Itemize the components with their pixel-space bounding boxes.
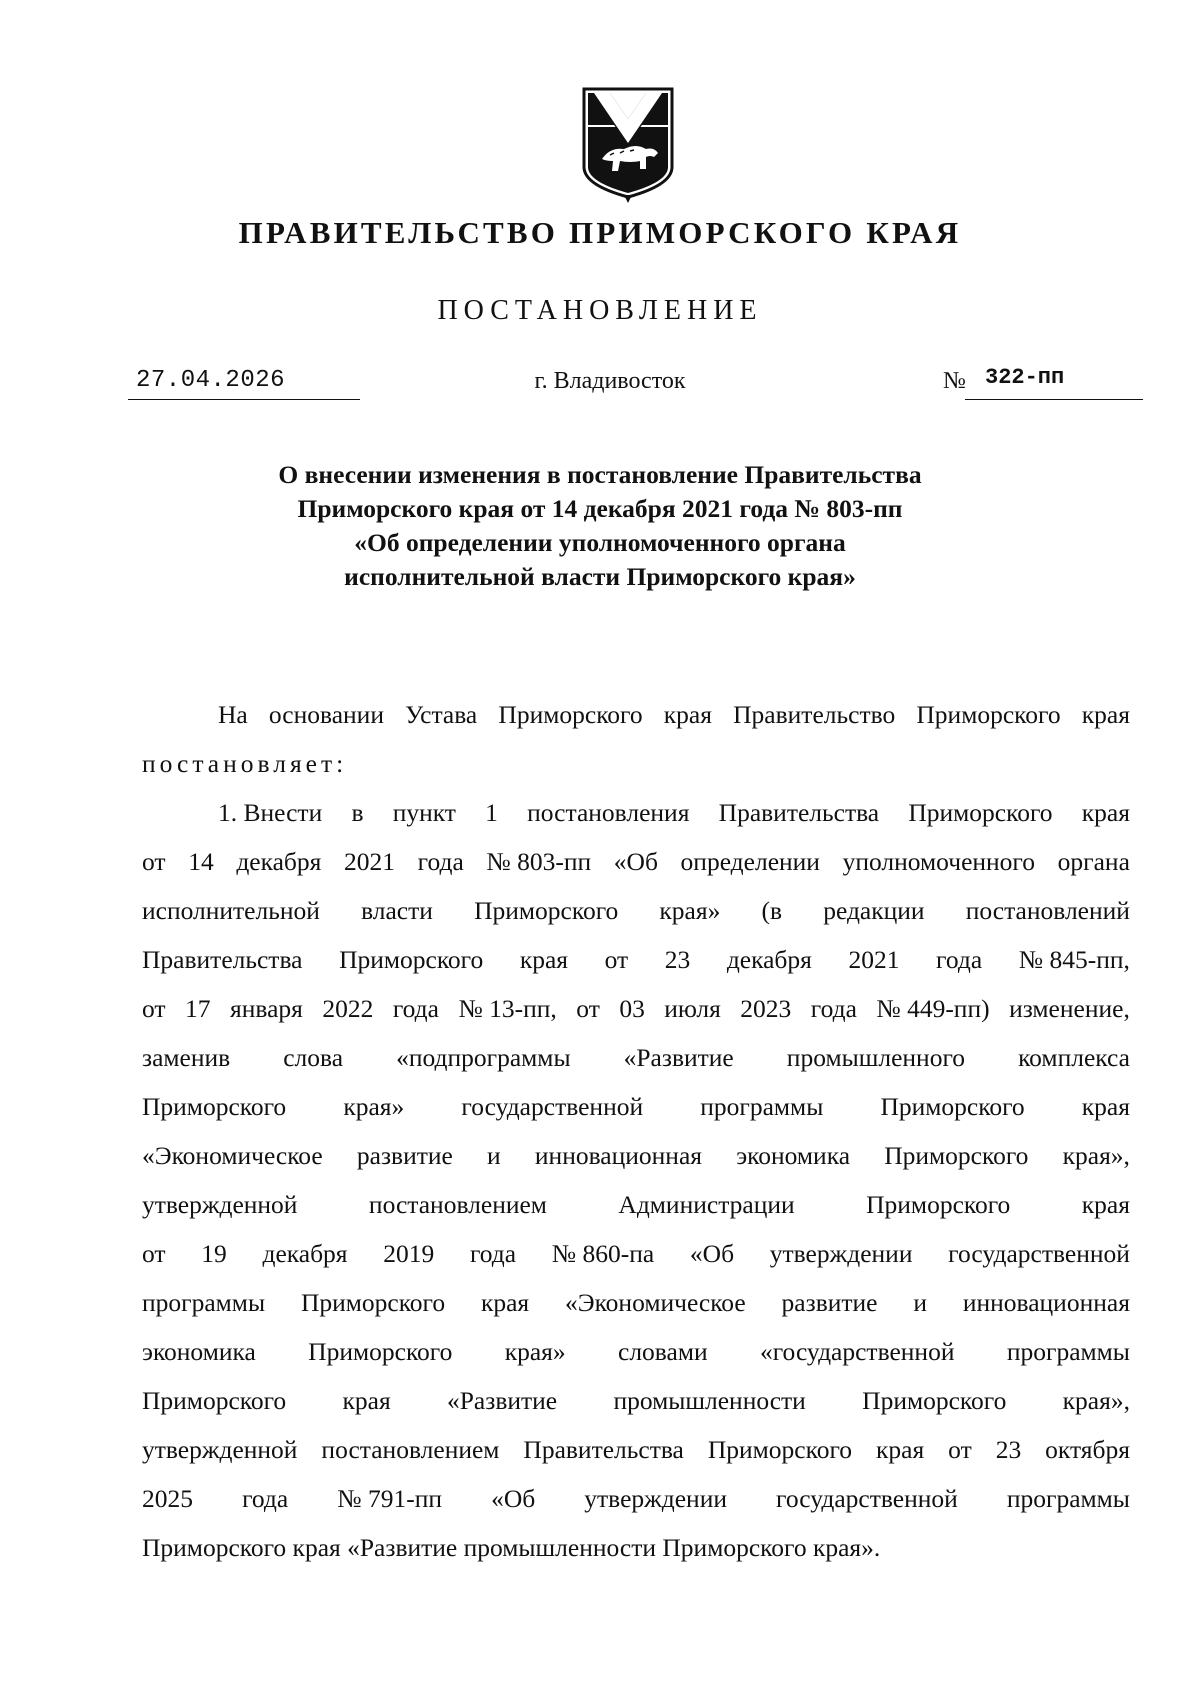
word: утвержденной xyxy=(142,1435,298,1464)
word: Администрации xyxy=(618,1190,795,1219)
word: края», xyxy=(1062,1386,1130,1415)
word: Приморского xyxy=(300,1288,446,1317)
word: государственной xyxy=(776,1484,958,1513)
city: г. Владивосток xyxy=(534,368,686,394)
number-sign: № xyxy=(943,368,966,394)
word: края xyxy=(876,1435,925,1464)
word: пункт xyxy=(392,798,456,827)
word: утверждении xyxy=(769,1239,913,1268)
word: края xyxy=(342,1386,391,1415)
word: Приморского xyxy=(142,1092,287,1121)
word: Приморского xyxy=(880,1092,1025,1121)
word: изменение, xyxy=(1009,994,1130,1023)
word: заменив xyxy=(142,1043,231,1072)
word: № 449-пп) xyxy=(876,994,990,1023)
subject-line: О внесении изменения в постановление Правительства xyxy=(278,460,922,489)
preamble-line xyxy=(142,739,1130,788)
word: «Развитие xyxy=(447,1386,558,1415)
word: года xyxy=(417,847,464,876)
paragraph-1 xyxy=(142,788,1130,1523)
word: развитие xyxy=(356,1141,453,1170)
word: № 860-па xyxy=(551,1239,655,1268)
word: года xyxy=(810,994,857,1023)
word: промышленного xyxy=(786,1043,966,1072)
word: края xyxy=(480,1288,530,1317)
word: края xyxy=(1081,798,1130,827)
paragraph-line xyxy=(142,1278,1130,1327)
word: Правительства xyxy=(523,1435,684,1464)
date-field xyxy=(128,367,360,400)
word: власти xyxy=(361,896,433,925)
word: края xyxy=(1081,1190,1130,1219)
paragraph-line xyxy=(142,1180,1130,1229)
word: уполномоченного xyxy=(842,847,1036,876)
word: определении xyxy=(680,847,820,876)
word: в xyxy=(351,798,364,827)
word: 2019 xyxy=(383,1239,435,1268)
paragraph-text: Приморского края «Развитие промышленности Приморского края». xyxy=(142,1533,881,1562)
paragraph-line xyxy=(142,1082,1130,1131)
document-body xyxy=(142,690,1130,1572)
word: редакции xyxy=(823,896,925,925)
word: Приморского xyxy=(916,700,1061,729)
paragraph-last-line xyxy=(142,1523,1130,1572)
word: «Развитие xyxy=(623,1043,734,1072)
word: года xyxy=(936,945,983,974)
word: года xyxy=(469,1239,517,1268)
word: инновационная xyxy=(534,1141,703,1170)
word: от xyxy=(576,994,600,1023)
word: развитие xyxy=(781,1288,878,1317)
word: Приморского xyxy=(142,1386,287,1415)
word: программы xyxy=(1006,1337,1130,1366)
word: от xyxy=(948,1435,972,1464)
word: постановлением xyxy=(368,1190,547,1219)
word: инновационная xyxy=(962,1288,1130,1317)
word: года xyxy=(242,1484,289,1513)
word: от xyxy=(604,945,629,974)
word: комплекса xyxy=(1018,1043,1130,1072)
word: края» xyxy=(659,896,721,925)
paragraph-line xyxy=(142,1229,1130,1278)
word: «государственной xyxy=(759,1337,955,1366)
word: 2021 xyxy=(344,847,396,876)
subject-line: исполнительной власти Приморского края» xyxy=(344,562,856,591)
paragraph-line xyxy=(142,1474,1130,1523)
word: (в xyxy=(761,896,783,925)
paragraph-line xyxy=(142,837,1130,886)
word: государственной xyxy=(948,1239,1130,1268)
word: постановлений xyxy=(965,896,1130,925)
word: Приморского xyxy=(707,1435,853,1464)
word: июля xyxy=(664,994,721,1023)
word: 17 xyxy=(185,994,211,1023)
word: 1. Внести xyxy=(218,798,323,827)
word: утвержденной xyxy=(142,1190,298,1219)
word: программы xyxy=(700,1092,824,1121)
word: декабря xyxy=(262,1239,348,1268)
paragraph-line xyxy=(142,1131,1130,1180)
word: № 845-пп, xyxy=(1018,945,1130,974)
word: октября xyxy=(1045,1435,1130,1464)
subject-line: «Об определении уполномоченного органа xyxy=(354,528,846,557)
word: 2022 xyxy=(322,994,374,1023)
word: утверждении xyxy=(584,1484,727,1513)
paragraph-line xyxy=(142,886,1130,935)
word: края xyxy=(663,700,712,729)
word: от xyxy=(142,994,166,1023)
word: словами xyxy=(618,1337,708,1366)
word: Правительства xyxy=(718,798,880,827)
word: 23 xyxy=(995,1435,1022,1464)
number-field xyxy=(965,367,1143,400)
word: органа xyxy=(1057,847,1130,876)
word: края» xyxy=(343,1092,405,1121)
word: года xyxy=(392,994,439,1023)
government-title: ПРАВИТЕЛЬСТВО ПРИМОРСКОГО КРАЯ xyxy=(238,215,962,250)
word: программы xyxy=(1006,1484,1130,1513)
word: «Об xyxy=(491,1484,536,1513)
word: декабря xyxy=(726,945,812,974)
word: декабря xyxy=(236,847,322,876)
word: и xyxy=(913,1288,927,1317)
word: 19 xyxy=(201,1239,227,1268)
word: Приморского xyxy=(498,700,643,729)
word: «Экономическое xyxy=(142,1141,323,1170)
word: края», xyxy=(1062,1141,1130,1170)
word: № 803-пп xyxy=(486,847,592,876)
word: основании xyxy=(268,700,384,729)
preamble-line xyxy=(142,690,1130,739)
word: экономика xyxy=(142,1337,256,1366)
word: края xyxy=(1081,700,1130,729)
document-type: ПОСТАНОВЛЕНИЕ xyxy=(437,295,763,326)
word: «Об xyxy=(613,847,658,876)
word: Приморского xyxy=(339,945,484,974)
word: Правительство xyxy=(733,700,896,729)
word: 23 xyxy=(664,945,691,974)
word: Приморского xyxy=(308,1337,453,1366)
word: «Экономическое xyxy=(565,1288,746,1317)
word: постановлением xyxy=(321,1435,500,1464)
word: Устава xyxy=(405,700,478,729)
word: края xyxy=(519,945,569,974)
word: исполнительной xyxy=(142,896,320,925)
word: Приморского xyxy=(866,1190,1011,1219)
decree-word: постановляет: xyxy=(142,749,348,778)
word: 1 xyxy=(485,798,498,827)
word: экономика xyxy=(736,1141,851,1170)
word: края xyxy=(1081,1092,1130,1121)
word: 2021 xyxy=(848,945,900,974)
word: 14 xyxy=(188,847,214,876)
word: слова xyxy=(283,1043,344,1072)
word: от xyxy=(142,847,166,876)
word: постановления xyxy=(527,798,690,827)
subject-line: Приморского края от 14 декабря 2021 года № 803-пп xyxy=(297,494,903,523)
paragraph-line xyxy=(142,1425,1130,1474)
word: края» xyxy=(504,1337,566,1366)
word: 2025 xyxy=(142,1484,193,1513)
word: На xyxy=(218,700,248,729)
paragraph-line xyxy=(142,984,1130,1033)
word: Правительства xyxy=(142,945,303,974)
document-date: 27.04.2026 xyxy=(136,367,286,394)
word: промышленности xyxy=(613,1386,806,1415)
word: Приморского xyxy=(474,896,619,925)
word: 2023 xyxy=(740,994,792,1023)
word: «Об xyxy=(689,1239,735,1268)
paragraph-line xyxy=(142,1376,1130,1425)
word: от xyxy=(142,1239,166,1268)
word: Приморского xyxy=(884,1141,1029,1170)
document-number: 322-пп xyxy=(985,365,1065,390)
paragraph-line xyxy=(142,1033,1130,1082)
word: и xyxy=(487,1141,501,1170)
word: «подпрограммы xyxy=(396,1043,571,1072)
word: января xyxy=(230,994,303,1023)
paragraph-line xyxy=(142,935,1130,984)
primorsky-coat-of-arms-icon xyxy=(580,85,676,203)
paragraph-line xyxy=(142,1327,1130,1376)
word: государственной xyxy=(461,1092,644,1121)
document-subject xyxy=(150,458,1050,594)
word: Приморского xyxy=(862,1386,1007,1415)
word: Приморского xyxy=(908,798,1053,827)
word: программы xyxy=(142,1288,266,1317)
paragraph-line xyxy=(142,788,1130,837)
word: № 13-пп, xyxy=(458,994,557,1023)
word: № 791-пп xyxy=(337,1484,443,1513)
word: 03 xyxy=(619,994,645,1023)
